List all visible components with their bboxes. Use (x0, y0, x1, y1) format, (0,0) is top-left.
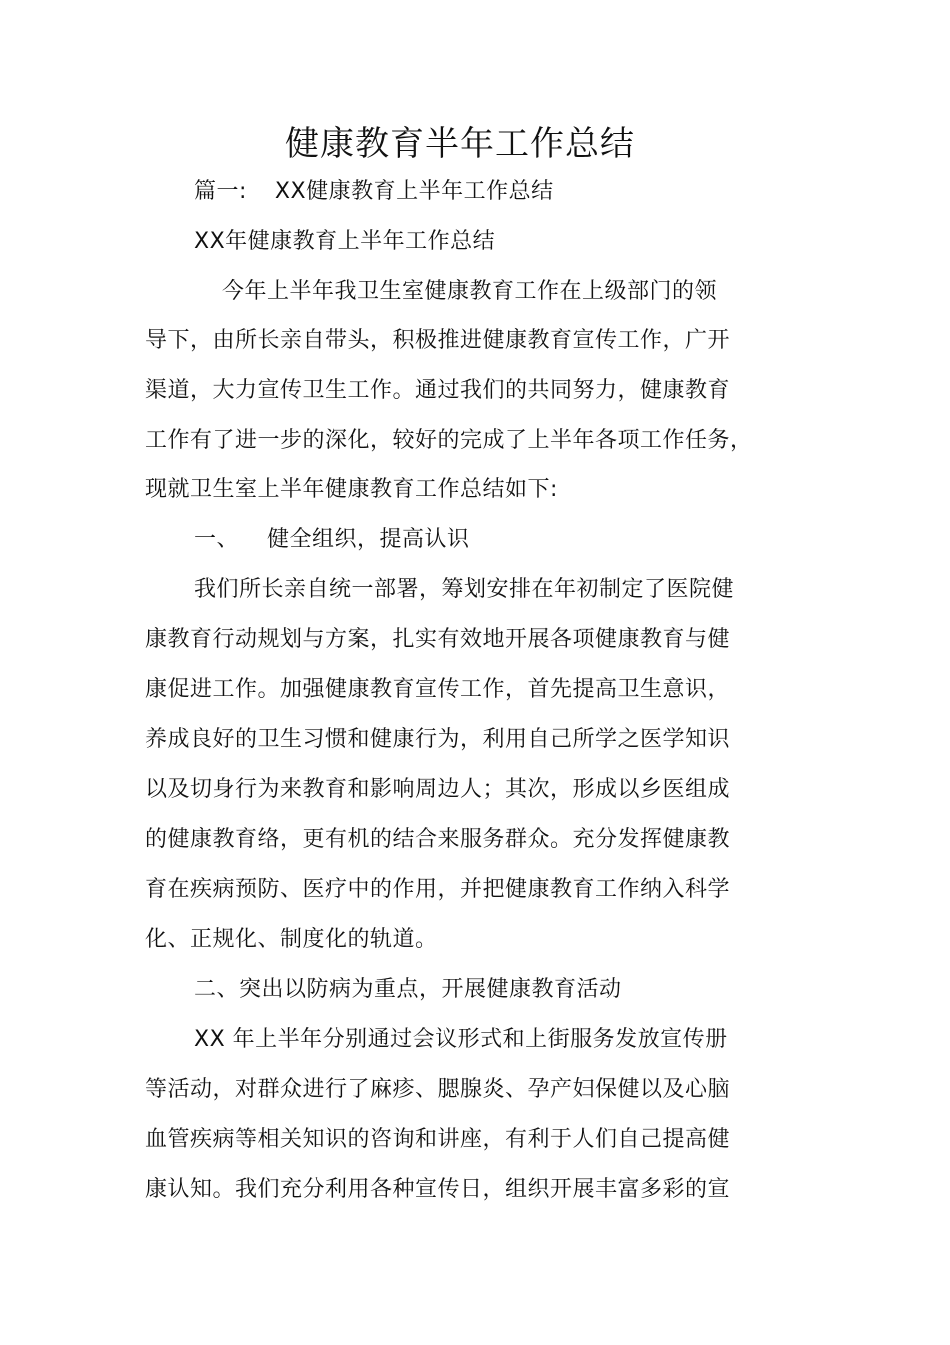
paragraph-line: 养成良好的卫生习惯和健康行为，利用自己所学之医学知识 (145, 727, 731, 752)
part-heading (194, 177, 554, 207)
paragraph-line: 血管疾病等相关知识的咨询和讲座，有利于人们自己提高健 (145, 1127, 731, 1152)
paragraph-line: 渠道，大力宣传卫生工作。通过我们的共同努力，健康教育 (145, 378, 731, 403)
section-heading (194, 525, 470, 555)
paragraph-line: 康认知。我们充分利用各种宣传日，组织开展丰富多彩的宣 (145, 1177, 731, 1202)
paragraph-line: 康教育行动规划与方案，扎实有效地开展各项健康教育与健 (145, 627, 731, 652)
paragraph-line: 育在疾病预防、医疗中的作用，并把健康教育工作纳入科学 (145, 877, 731, 902)
part-label: 篇一: (194, 179, 247, 204)
paragraph-line: 康促进工作。加强健康教育宣传工作，首先提高卫生意识， (145, 677, 731, 702)
section-title: 健全组织，提高认识 (267, 527, 470, 552)
paragraph-line: 以及切身行为来教育和影响周边人；其次，形成以乡医组成 (145, 777, 731, 802)
paragraph-line: 工作有了进一步的深化，较好的完成了上半年各项工作任务， (145, 428, 753, 453)
section-heading: 二、突出以防病为重点，开展健康教育活动 (194, 977, 622, 1002)
part-title: XX健康教育上半年工作总结 (274, 179, 554, 204)
paragraph-line: 今年上半年我卫生室健康教育工作在上级部门的领 (222, 279, 718, 304)
section-number: 一、 (194, 527, 240, 552)
paragraph-line: 导下，由所长亲自带头，积极推进健康教育宣传工作，广开 (145, 328, 731, 353)
paragraph-line: 现就卫生室上半年健康教育工作总结如下: (145, 477, 558, 502)
paragraph-line: 化、正规化、制度化的轨道。 (145, 927, 438, 952)
document-subtitle: XX年健康教育上半年工作总结 (194, 229, 496, 254)
paragraph-line: 等活动，对群众进行了麻疹、腮腺炎、孕产妇保健以及心脑 (145, 1077, 731, 1102)
paragraph-line: 我们所长亲自统一部署，筹划安排在年初制定了医院健 (194, 577, 735, 602)
document-title: 健康教育半年工作总结 (285, 124, 635, 164)
paragraph-line: XX 年上半年分别通过会议形式和上街服务发放宣传册 (194, 1027, 728, 1052)
paragraph-line: 的健康教育络，更有机的结合来服务群众。充分发挥健康教 (145, 827, 731, 852)
